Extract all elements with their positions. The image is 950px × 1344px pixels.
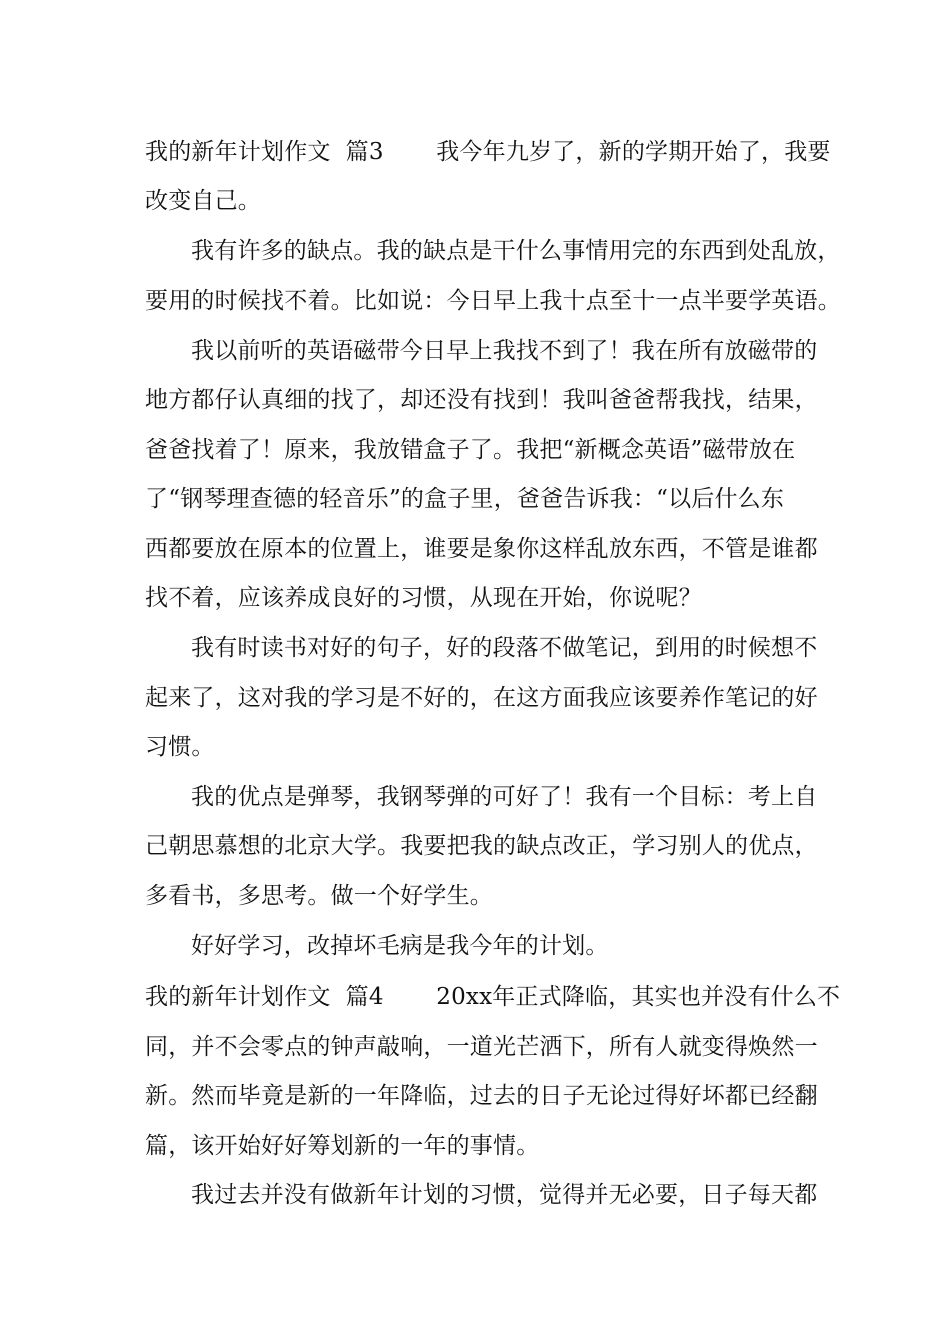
text-line: 起来了，这对我的学习是不好的，在这方面我应该要养作笔记的好 <box>145 685 818 711</box>
text-line: 找不着，应该养成良好的习惯，从现在开始，你说呢？ <box>145 585 702 611</box>
text-line: 多看书，多思考。做一个好学生。 <box>145 883 493 909</box>
section-heading-4: 我的新年计划作文 篇4 20xx年正式降临，其实也并没有什么不 <box>145 984 841 1010</box>
text-line: 地方都仔认真细的找了，却还没有找到！我叫爸爸帮我找，结果， <box>145 387 818 413</box>
text-line: 我有时读书对好的句子，好的段落不做笔记，到用的时候想不 <box>191 635 818 661</box>
text-line: 己朝思慕想的北京大学。我要把我的缺点改正，学习别人的优点， <box>145 833 818 859</box>
text-line: 新。然而毕竟是新的一年降临，过去的日子无论过得好坏都已经翻 <box>145 1083 818 1109</box>
text-line: 我的优点是弹琴，我钢琴弹的可好了！我有一个目标：考上自 <box>191 784 818 810</box>
text-line: 我以前听的英语磁带今日早上我找不到了！我在所有放磁带的 <box>191 338 818 364</box>
text-line: 我过去并没有做新年计划的习惯，觉得并无必要，日子每天都 <box>191 1182 818 1208</box>
text-line: 同，并不会零点的钟声敲响，一道光芒洒下，所有人就变得焕然一 <box>145 1034 818 1060</box>
section-heading-3: 我的新年计划作文 篇3 我今年九岁了，新的学期开始了，我要 <box>145 139 831 165</box>
text-line: 爸爸找着了！原来，我放错盒子了。我把“新概念英语”磁带放在 <box>145 437 796 463</box>
text-line: 要用的时候找不着。比如说：今日早上我十点至十一点半要学英语。 <box>145 288 841 314</box>
text-line: 改变自己。 <box>145 188 261 214</box>
text-line: 了“钢琴理查德的轻音乐”的盒子里，爸爸告诉我：“以后什么东 <box>145 486 785 512</box>
text-line: 我有许多的缺点。我的缺点是干什么事情用完的东西到处乱放， <box>191 238 841 264</box>
text-line: 习惯。 <box>145 734 215 760</box>
text-line: 西都要放在原本的位置上，谁要是象你这样乱放东西，不管是谁都 <box>145 536 818 562</box>
text-line: 好好学习，改掉坏毛病是我今年的计划。 <box>191 933 609 959</box>
text-line: 篇，该开始好好筹划新的一年的事情。 <box>145 1133 540 1159</box>
